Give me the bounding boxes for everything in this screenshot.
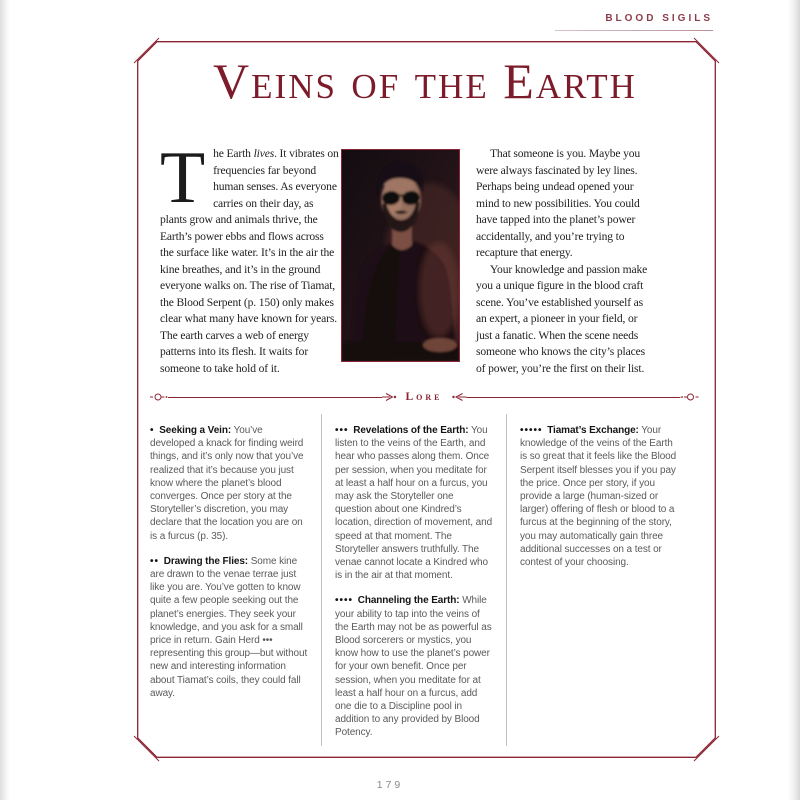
lore-entry-title: Seeking a Vein: bbox=[159, 425, 232, 436]
intro-paragraph-1 bbox=[160, 137, 339, 377]
lore-entry-body: Some kine are drawn to the venae terrae just like you are. You’ve gotten to know quite a few people seeking out the planet’s energies. They seek your knowledge, and you ask for a small price in return. Gain Herd ••• representing this group—but without new and interesting information about Tiamat’s coils, they could fall away. bbox=[150, 555, 308, 699]
intro-section bbox=[160, 137, 656, 377]
divider-end-ornament-icon bbox=[680, 391, 698, 403]
intro-p1-text: he Earth bbox=[213, 147, 254, 160]
lore-divider-left bbox=[150, 391, 397, 403]
intro-paragraph-2: That someone is you. Maybe you were always fascinated by ley lines. Perhaps being undead opened your mind to new possibilities. You could have tapped into the planet’s power accidentally, and you’re trying to recapture that energy. bbox=[476, 147, 641, 259]
lore-entry-body: You listen to the veins of the Earth, and hear who passes along them. Once per session, when you meditate for at least a half hour on a furcus, you may ask the Storyteller one question about one Kindred’s location, direction of movement, and speed at that moment. The Storyteller answers truthfully. The venae cannot locate a Kindred who is in the air at that moment. bbox=[335, 425, 493, 582]
lore-entry-seeking-a-vein bbox=[150, 424, 308, 543]
page-number: 179 bbox=[376, 779, 404, 791]
lore-entry-title: Channeling the Earth: bbox=[357, 595, 460, 607]
dot-rating: •••• bbox=[335, 595, 354, 607]
intro-left-column bbox=[160, 137, 339, 377]
lore-column-1 bbox=[150, 414, 308, 746]
divider-arrow-icon bbox=[452, 391, 467, 403]
intro-p1-italic: lives bbox=[253, 147, 275, 160]
intro-right-column bbox=[476, 146, 656, 377]
dot-rating: • bbox=[150, 425, 155, 436]
page-edge-right bbox=[788, 0, 800, 800]
running-header-rule bbox=[555, 30, 713, 31]
lore-entry-body: While your ability to tap into the veins of the Earth may not be as powerful as Blood sorcerers or mystics, you know how to use the planet’s power for your own benefit. Once per session, when you meditate for at least a half hour on a furcus, add one die to a Discipline pool in addition to any provided by Blood Potency. bbox=[335, 595, 492, 739]
divider-arrow-icon bbox=[382, 391, 397, 403]
lore-entry-title: Tiamat’s Exchange: bbox=[547, 425, 639, 436]
lore-label: Lore bbox=[405, 391, 443, 403]
lore-section bbox=[150, 414, 678, 746]
lore-entry-drawing-the-flies bbox=[150, 555, 308, 700]
dot-rating: ••••• bbox=[520, 425, 543, 436]
page-edge-left bbox=[0, 0, 10, 800]
divider-end-ornament-icon bbox=[150, 391, 168, 403]
column-divider bbox=[321, 414, 322, 746]
lore-column-2 bbox=[335, 414, 493, 746]
lore-entry-channeling-the-earth bbox=[335, 594, 493, 739]
intro-paragraph-3: Your knowledge and passion make you a unique figure in the blood craft scene. You’ve established yourself as an expert, a pioneer in your field, or just a fanatic. When the scene needs someone who knows the city’s places of power, you’re the first on their list. bbox=[476, 262, 648, 375]
lore-entry-body: You’ve developed a knack for finding weird things, and it’s only now that you’ve realized that it’s because you just know where the planet’s blood converges. Once per story at the Storyteller’s discretion, you may declare that the location you are on is a furcus (p. 35). bbox=[150, 425, 304, 542]
lore-divider bbox=[150, 390, 698, 404]
page-title: Veins of the Earth bbox=[213, 53, 637, 109]
drop-cap: T bbox=[160, 137, 206, 219]
dot-rating: •• bbox=[150, 555, 160, 567]
portrait-image bbox=[341, 149, 460, 362]
lore-entry-title: Drawing the Flies: bbox=[163, 555, 249, 567]
dot-rating: ••• bbox=[335, 425, 349, 436]
lore-divider-right bbox=[452, 391, 699, 403]
intro-p1-rest: . It vibrates on frequencies far beyond human senses. As everyone carries on their day, as plants grow and animals thrive, the Earth’s power ebbs and flows across the surface like water. It’s in the air the kine breathes, and it’s in the ground everyone walks on. The rise of Tiamat, the Blood Serpent (p. 150) only makes clear what many have known for years. The earth carves a web of energy patterns into its flesh. It waits for someone to take hold of it. bbox=[160, 147, 339, 375]
running-header-text: BLOOD SIGILS bbox=[605, 13, 713, 24]
lore-entry-revelations-of-the-earth bbox=[335, 424, 493, 582]
lore-entry-title: Revelations of the Earth: bbox=[353, 425, 469, 436]
running-header bbox=[555, 8, 713, 31]
lore-entry-body: Your knowledge of the veins of the Earth is so great that it feels like the Blood Serpent itself blesses you if you pay the price. Once per story, if you provide a large (human-sized or larger) offering of flesh or blood to a furcus at the beginning of the story, you may automatically gain three additional successes on a test or contest of your choosing. bbox=[520, 425, 677, 569]
lore-column-3 bbox=[520, 414, 678, 746]
column-divider bbox=[506, 414, 507, 746]
lore-entry-tiamats-exchange bbox=[520, 424, 678, 569]
